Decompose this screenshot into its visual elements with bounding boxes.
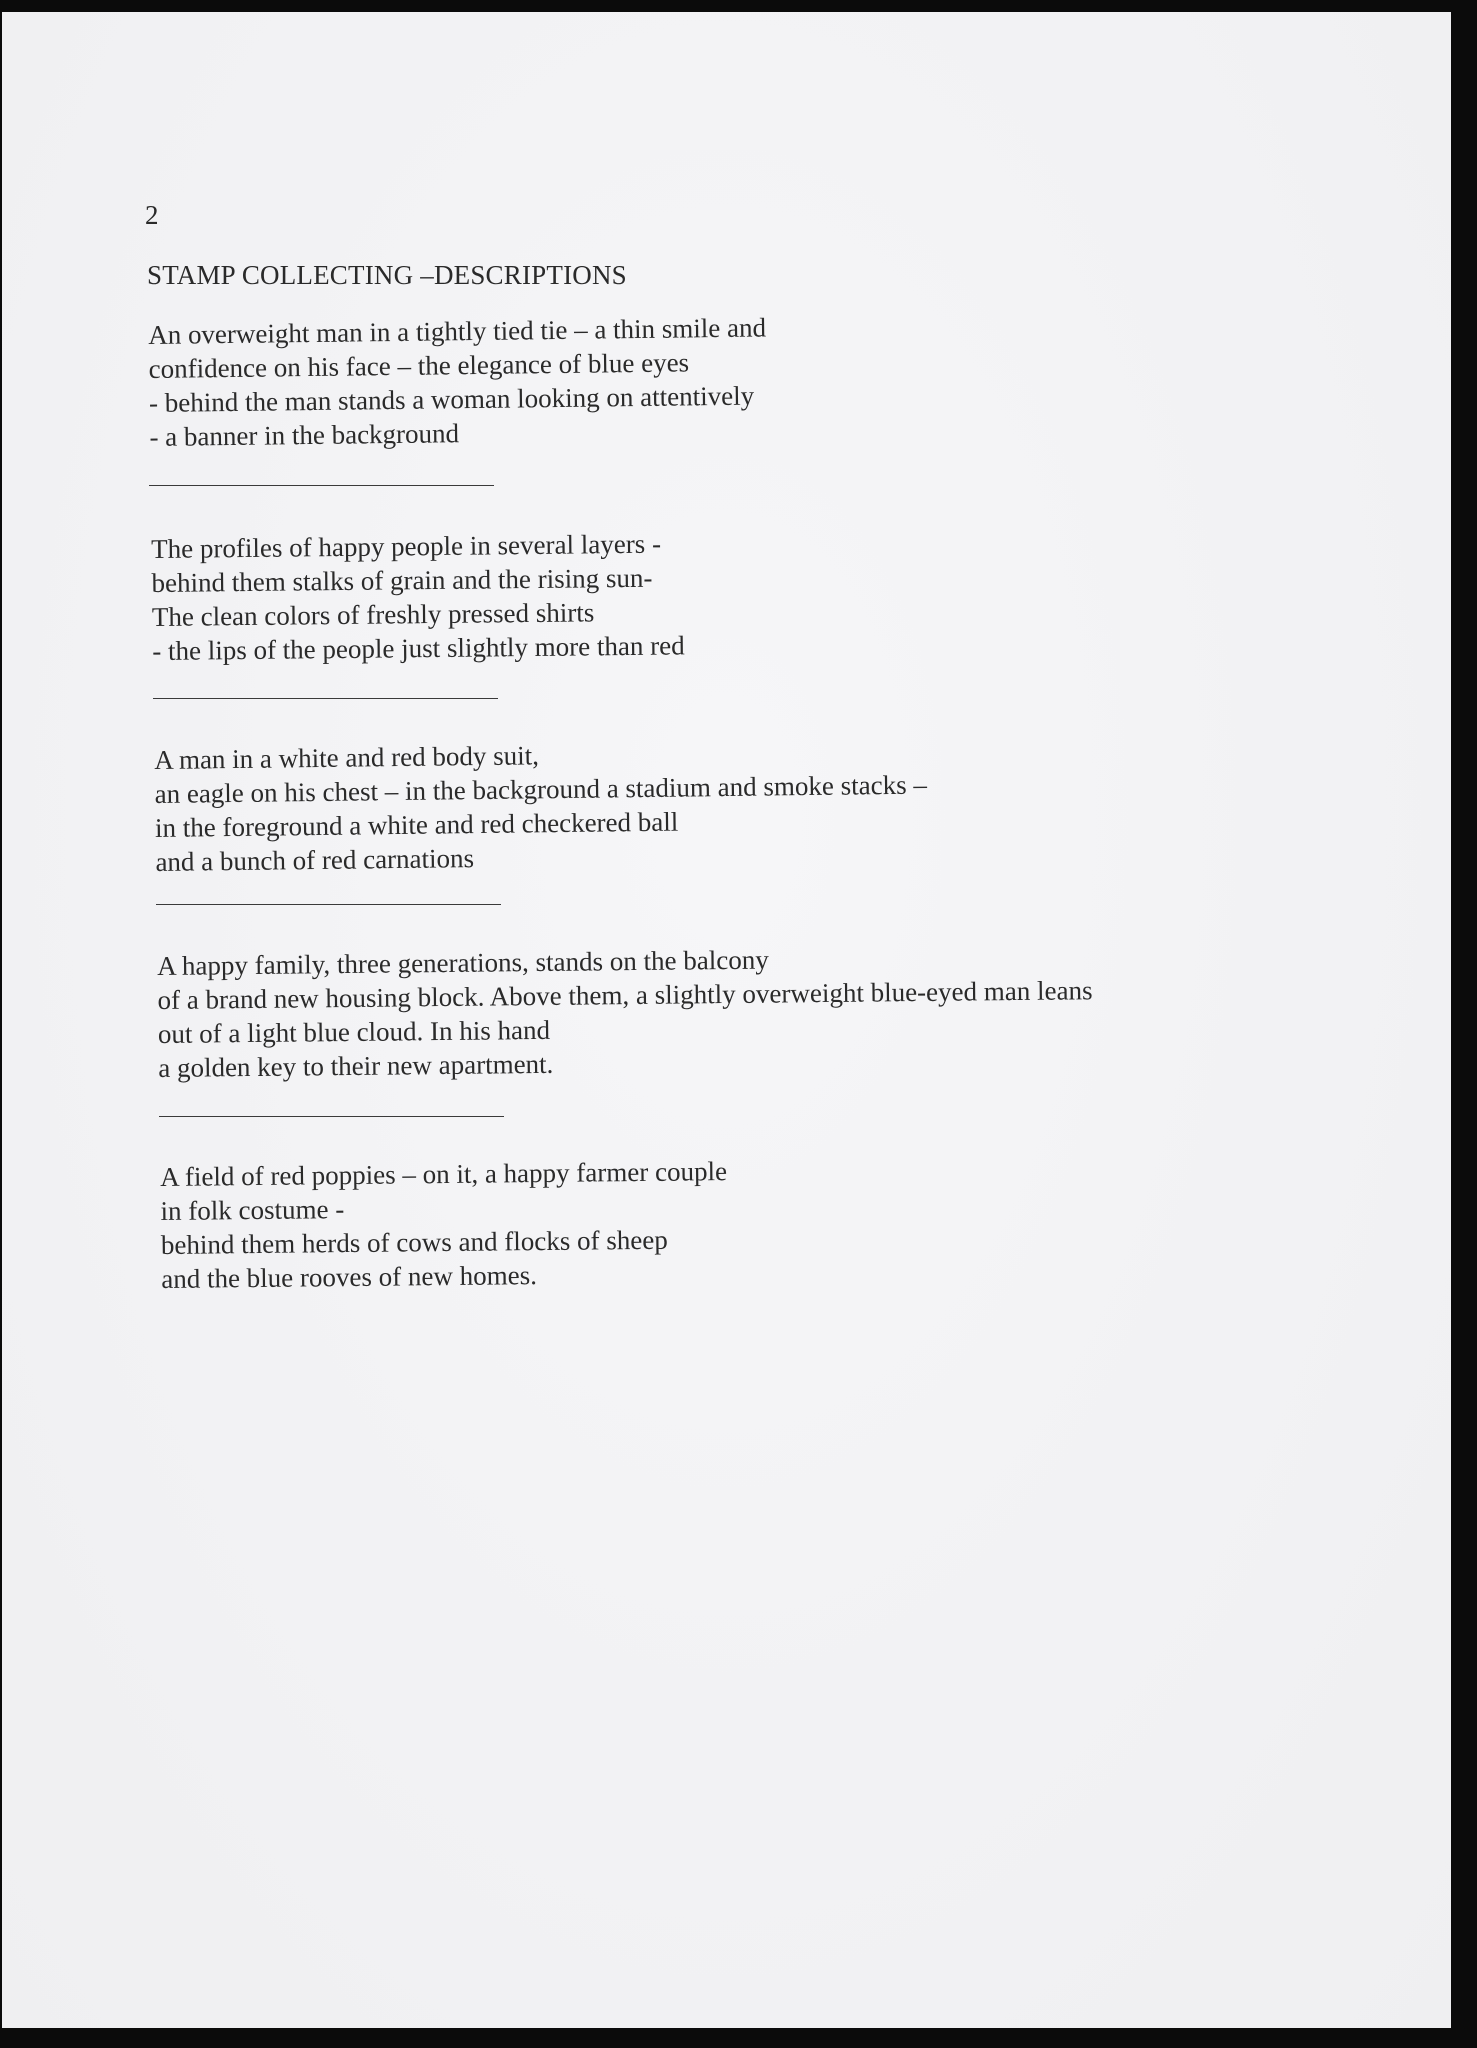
stanza-line: - the lips of the people just slightly more than red [152,630,685,666]
stanza-3 [154,734,928,879]
document-title: STAMP COLLECTING –DESCRIPTIONS [147,260,627,290]
stanza-line: in the foreground a white and red checkered ball [154,806,679,843]
stanza-1 [148,310,768,454]
stanza-line: out of a light blue cloud. In his hand [157,1014,551,1049]
page-number: 2 [145,200,159,230]
stanza-line: - behind the man stands a woman looking on attentively [148,380,755,418]
stanza-line: in folk costume - [160,1194,345,1226]
separator-line [156,904,501,905]
stanza-line: The profiles of happy people in several layers - [151,528,662,564]
stanza-line: of a brand new housing block. Above them, a slightly overweight blue-eyed man leans [157,975,1093,1015]
stanza-line: A field of red poppies – on it, a happy farmer couple [160,1156,728,1192]
stanza-5 [160,1154,728,1296]
stanza-4 [157,939,1093,1085]
separator-line [153,698,498,699]
stanza-line: behind them herds of cows and flocks of sheep [160,1224,668,1260]
stanza-2 [151,526,685,668]
stanza-line: and the blue rooves of new homes. [161,1260,538,1294]
stanza-line: an eagle on his chest – in the background a stadium and smoke stacks – [154,769,928,809]
stanza-line: confidence on his face – the elegance of blue eyes [148,347,690,384]
stanza-line: A man in a white and red body suit, [154,740,540,775]
stanza-line: An overweight man in a tightly tied tie – a thin smile and [148,312,767,350]
stanza-line: A happy family, three generations, stands on the balcony [157,944,769,981]
document-page [2,12,1451,2028]
stanza-line: a golden key to their new apartment. [158,1048,554,1083]
stanza-line: - a banner in the background [149,418,460,452]
stanza-line: behind them stalks of grain and the rising sun- [151,562,653,598]
separator-line [159,1116,504,1117]
separator-line [149,485,494,486]
stanza-line: and a bunch of red carnations [155,843,475,877]
stanza-line: The clean colors of freshly pressed shirts [151,597,595,632]
